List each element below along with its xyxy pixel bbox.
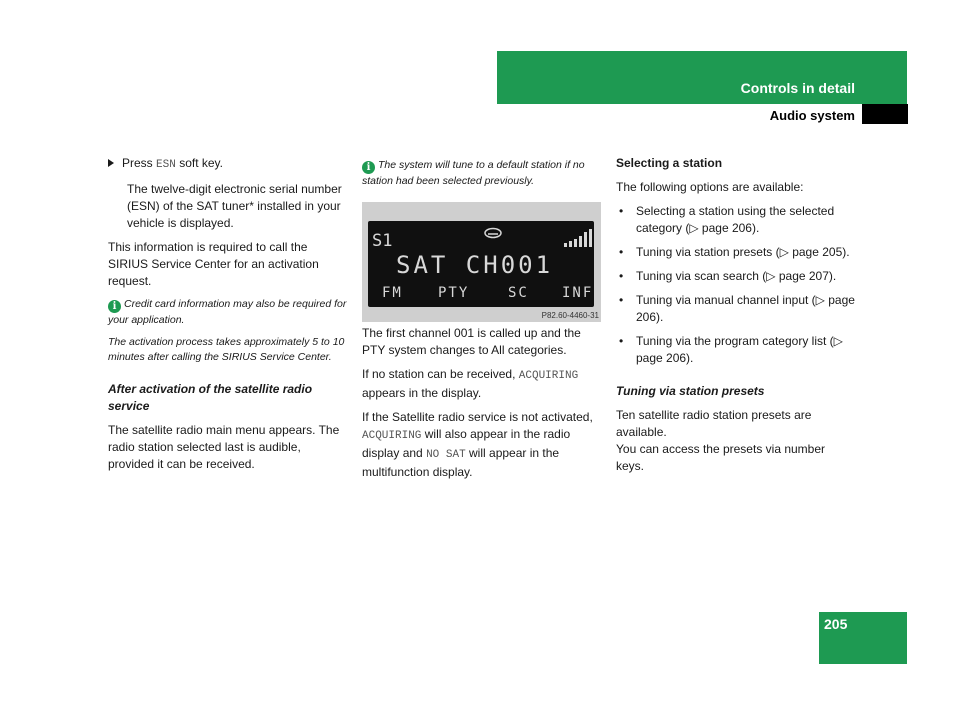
subheading: Selecting a station <box>616 156 723 170</box>
paragraph: If the Satellite radio service is not activated, ACQUIRING will also appear in the radio display and NO SAT will appear in the multifunction display. <box>362 410 593 479</box>
info-icon: i <box>108 300 121 313</box>
paragraph: The first channel 001 is called up and the PTY system changes to All categories. <box>362 326 581 357</box>
header-green-band <box>497 51 907 104</box>
info-note: i The system will tune to a default station if no station had been selected previously. <box>362 159 585 187</box>
info-note: i Credit card information may also be required for your application. <box>108 298 347 326</box>
display-code: ACQUIRING <box>518 370 579 382</box>
paragraph: The satellite radio main menu appears. The radio station selected last is audible, provided it can be received. <box>108 423 340 471</box>
paragraph: This information is required to call the SIRIUS Service Center for an activation request. <box>108 240 319 288</box>
channel-display: SAT CH001 <box>396 251 554 279</box>
page-number: 205 <box>824 616 848 632</box>
phone-icon <box>482 225 504 239</box>
preset-label: S1 <box>372 231 393 251</box>
paragraph: Ten satellite radio station presets are available. <box>616 408 812 439</box>
section-subtitle: Audio system <box>769 108 855 123</box>
display-code: NO SAT <box>426 449 466 461</box>
options-list <box>616 203 856 367</box>
softkey-inf: INF <box>562 285 594 301</box>
list-item: • Tuning via station presets (▷ page 205). <box>616 244 856 261</box>
figure-code: P82.60-4460-31 <box>541 311 599 320</box>
paragraph: You can access the presets via number keys. <box>616 442 826 473</box>
triangle-bullet-icon <box>108 159 114 167</box>
column-2-text <box>362 325 602 488</box>
column-1 <box>108 155 348 480</box>
step-result: The twelve-digit electronic serial number (ESN) of the SAT tuner* installed in your vehicle is displayed. <box>127 182 342 230</box>
lcd-screen <box>368 221 594 307</box>
softkey-pty: PTY <box>438 285 470 301</box>
signal-bars-icon <box>564 229 592 247</box>
column-2 <box>362 158 602 196</box>
list-item: • Tuning via the program category list (▷ page 206). <box>616 333 856 367</box>
softkey-esn: ESN <box>156 159 176 171</box>
softkey-fm: FM <box>382 285 403 301</box>
display-code: ACQUIRING <box>362 430 422 442</box>
subheading: Tuning via station presets <box>616 384 765 398</box>
list-item: • Tuning via scan search (▷ page 207). <box>616 268 856 285</box>
paragraph: If no station can be received, ACQUIRING appears in the display. <box>362 367 579 400</box>
softkey-sc: SC <box>508 285 529 301</box>
list-item: • Tuning via manual channel input (▷ page 206). <box>616 292 856 326</box>
column-3 <box>616 155 856 482</box>
header-black-tab <box>862 104 908 124</box>
subheading: After activation of the satellite radio service <box>108 382 313 413</box>
section-title: Controls in detail <box>740 80 855 96</box>
step-instruction: Press ESN soft key. <box>108 155 348 174</box>
list-item: • Selecting a station using the selected category (▷ page 206). <box>616 203 856 237</box>
radio-display-figure <box>362 202 601 322</box>
note-text: The activation process takes approximately 5 to 10 minutes after calling the SIRIUS Service Center. <box>108 336 345 363</box>
paragraph: The following options are available: <box>616 180 804 194</box>
info-icon: i <box>362 161 375 174</box>
